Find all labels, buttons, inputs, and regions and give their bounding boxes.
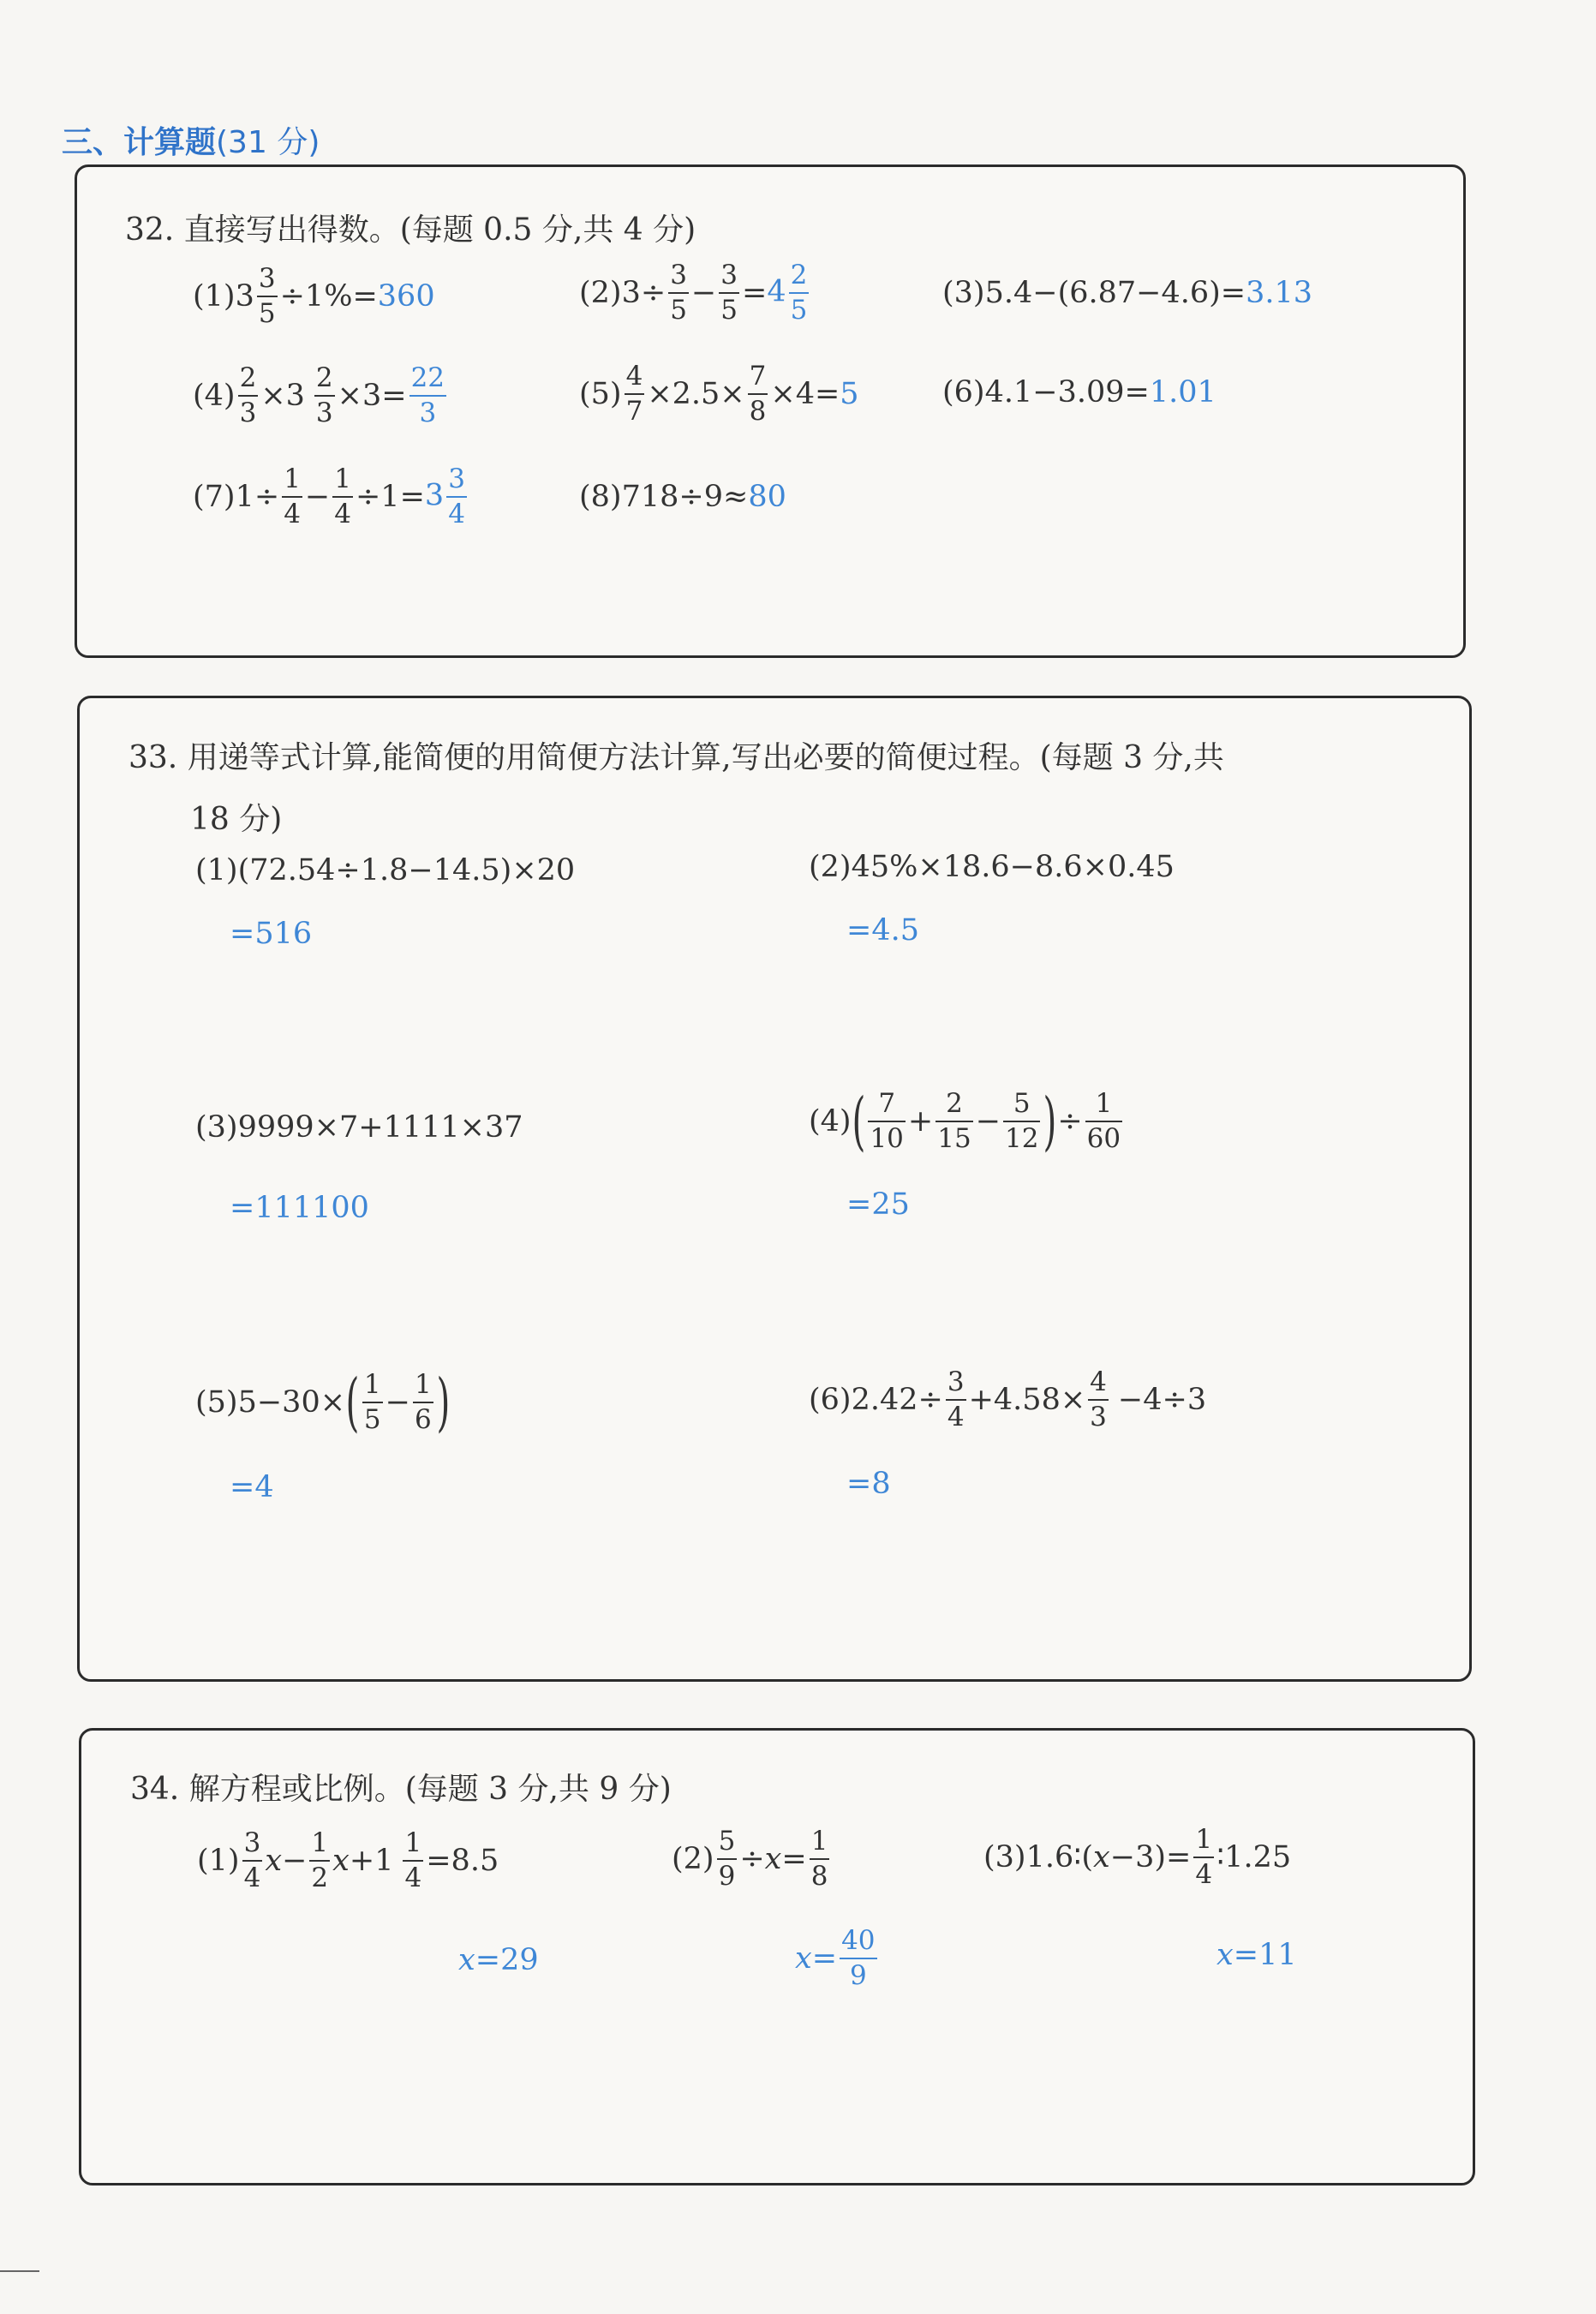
- section-heading: [62, 118, 320, 162]
- fraction: $\frac{7}{10}$: [870, 1088, 904, 1154]
- answer: 80: [748, 480, 786, 514]
- q32-item-2: (2) 3÷ $\frac{3}{5}$ − $\frac{3}{5}$ = 4 $\frac{2}{5}$: [579, 262, 811, 324]
- q33-problem-3: (3)9999×7+1111×37: [195, 1110, 523, 1145]
- question-33-title: 33. 用递等式计算,能简便的用简便方法计算,写出必要的简便过程。(每题 3 分,共: [129, 740, 1224, 775]
- fraction: $\frac{3}{5}$: [258, 263, 276, 329]
- section-points: (31 分): [216, 125, 320, 160]
- q33-answer-5: =4: [230, 1470, 274, 1504]
- answer: 3 $\frac{3}{4}$: [424, 463, 465, 529]
- question-32-title: 32. 直接写出得数。(每题 0.5 分,共 4 分): [125, 212, 696, 248]
- q34-equation-1: (1) $\frac{3}{4}$ x − $\frac{1}{2}$ x +1 $\frac{1}{4}$ =8.5: [197, 1827, 499, 1893]
- q32-item-6: (6)4.1−3.09= 1.01: [942, 375, 1216, 410]
- fraction: $\frac{1}{4}$: [284, 463, 301, 529]
- question-33-title-cont: 18 分): [190, 802, 283, 837]
- left-paren: (: [345, 1366, 360, 1439]
- right-paren: ): [1043, 1085, 1057, 1158]
- fraction: $\frac{7}{8}$: [749, 361, 767, 427]
- q34-answer-2: x = $\frac{40}{9}$: [795, 1925, 876, 1991]
- q33-problem-2: (2)45%×18.6−8.6×0.45: [809, 850, 1175, 884]
- answer: 5: [840, 377, 859, 411]
- fraction: $\frac{3}{4}$: [243, 1827, 261, 1893]
- fraction: $\frac{2}{3}$: [315, 362, 333, 428]
- q32-item-3: (3)5.4−(6.87−4.6)= 3.13: [942, 276, 1313, 310]
- fraction: $\frac{2}{15}$: [937, 1088, 971, 1154]
- fraction: $\frac{1}{5}$: [363, 1369, 381, 1435]
- fraction: $\frac{3}{5}$: [720, 260, 738, 326]
- q32-item-8: (8)718÷9≈ 80: [579, 480, 786, 514]
- fraction: $\frac{3}{4}$: [947, 1366, 965, 1432]
- fraction: $\frac{4}{3}$: [1090, 1366, 1107, 1432]
- answer: 4 $\frac{2}{5}$: [767, 260, 808, 326]
- q34-equation-2: (2) $\frac{5}{9}$ ÷ x = $\frac{1}{8}$: [672, 1826, 828, 1892]
- question-34-title: 34. 解方程或比例。(每题 3 分,共 9 分): [130, 1772, 672, 1807]
- fraction: $\frac{1}{2}$: [311, 1827, 329, 1893]
- question-33-box: [77, 696, 1472, 1682]
- q33-answer-3: =111100: [230, 1191, 369, 1225]
- q33-problem-4: (4) ( $\frac{7}{10}$ + $\frac{2}{15}$ − $\frac{5}{12}$ ) ÷ $\frac{1}{60}$: [809, 1085, 1121, 1158]
- fraction: $\frac{3}{5}$: [670, 260, 687, 326]
- q33-problem-1: (1)(72.54÷1.8−14.5)×20: [195, 853, 576, 888]
- q33-answer-2: =4.5: [846, 913, 919, 948]
- q34-equation-3: (3)1.6∶( x −3)= $\frac{1}{4}$ ∶1.25: [983, 1824, 1292, 1890]
- fraction: $\frac{1}{4}$: [404, 1827, 422, 1893]
- page-edge-dash: [0, 2270, 39, 2272]
- fraction: $\frac{1}{6}$: [414, 1369, 432, 1435]
- q32-item-1: (1) 3 $\frac{3}{5}$ ÷1%= 360: [193, 263, 435, 329]
- fraction: $\frac{1}{60}$: [1086, 1088, 1121, 1154]
- q33-answer-6: =8: [846, 1467, 891, 1501]
- q33-answer-4: =25: [846, 1187, 910, 1222]
- q33-problem-5: (5) 5−30× ( $\frac{1}{5}$ − $\frac{1}{6}$ ): [195, 1366, 451, 1439]
- fraction: $\frac{1}{8}$: [810, 1826, 828, 1892]
- q32-item-5: (5) $\frac{4}{7}$ ×2.5× $\frac{7}{8}$ ×4= 5: [579, 361, 859, 427]
- fraction: $\frac{40}{9}$: [841, 1925, 876, 1991]
- answer: 1.01: [1149, 375, 1216, 410]
- q33-answer-1: =516: [230, 917, 313, 951]
- fraction: $\frac{2}{3}$: [239, 362, 257, 428]
- q32-item-4: (4) $\frac{2}{3}$ ×3 $\frac{2}{3}$ ×3= $\frac{22}{3}$: [193, 362, 445, 428]
- fraction: $\frac{4}{7}$: [625, 361, 643, 427]
- section-title: 三、计算题: [62, 125, 217, 160]
- fraction: $\frac{1}{4}$: [334, 463, 351, 529]
- answer: $\frac{22}{3}$: [410, 362, 445, 428]
- fraction: $\frac{5}{12}$: [1005, 1088, 1039, 1154]
- q33-problem-6: (6) 2.42÷ $\frac{3}{4}$ +4.58× $\frac{4}{3}$ −4÷3: [809, 1366, 1207, 1432]
- fraction: $\frac{5}{9}$: [718, 1826, 736, 1892]
- fraction: $\frac{1}{4}$: [1195, 1824, 1213, 1890]
- q34-answer-1: x =29: [458, 1943, 539, 1977]
- answer: 3.13: [1246, 276, 1313, 310]
- q32-item-7: (7) 1÷ $\frac{1}{4}$ − $\frac{1}{4}$ ÷1= 3 $\frac{3}{4}$: [193, 466, 469, 528]
- left-paren: (: [852, 1085, 865, 1158]
- q34-answer-3: x =11: [1216, 1938, 1297, 1972]
- answer: 360: [377, 279, 435, 314]
- right-paren: ): [436, 1366, 451, 1439]
